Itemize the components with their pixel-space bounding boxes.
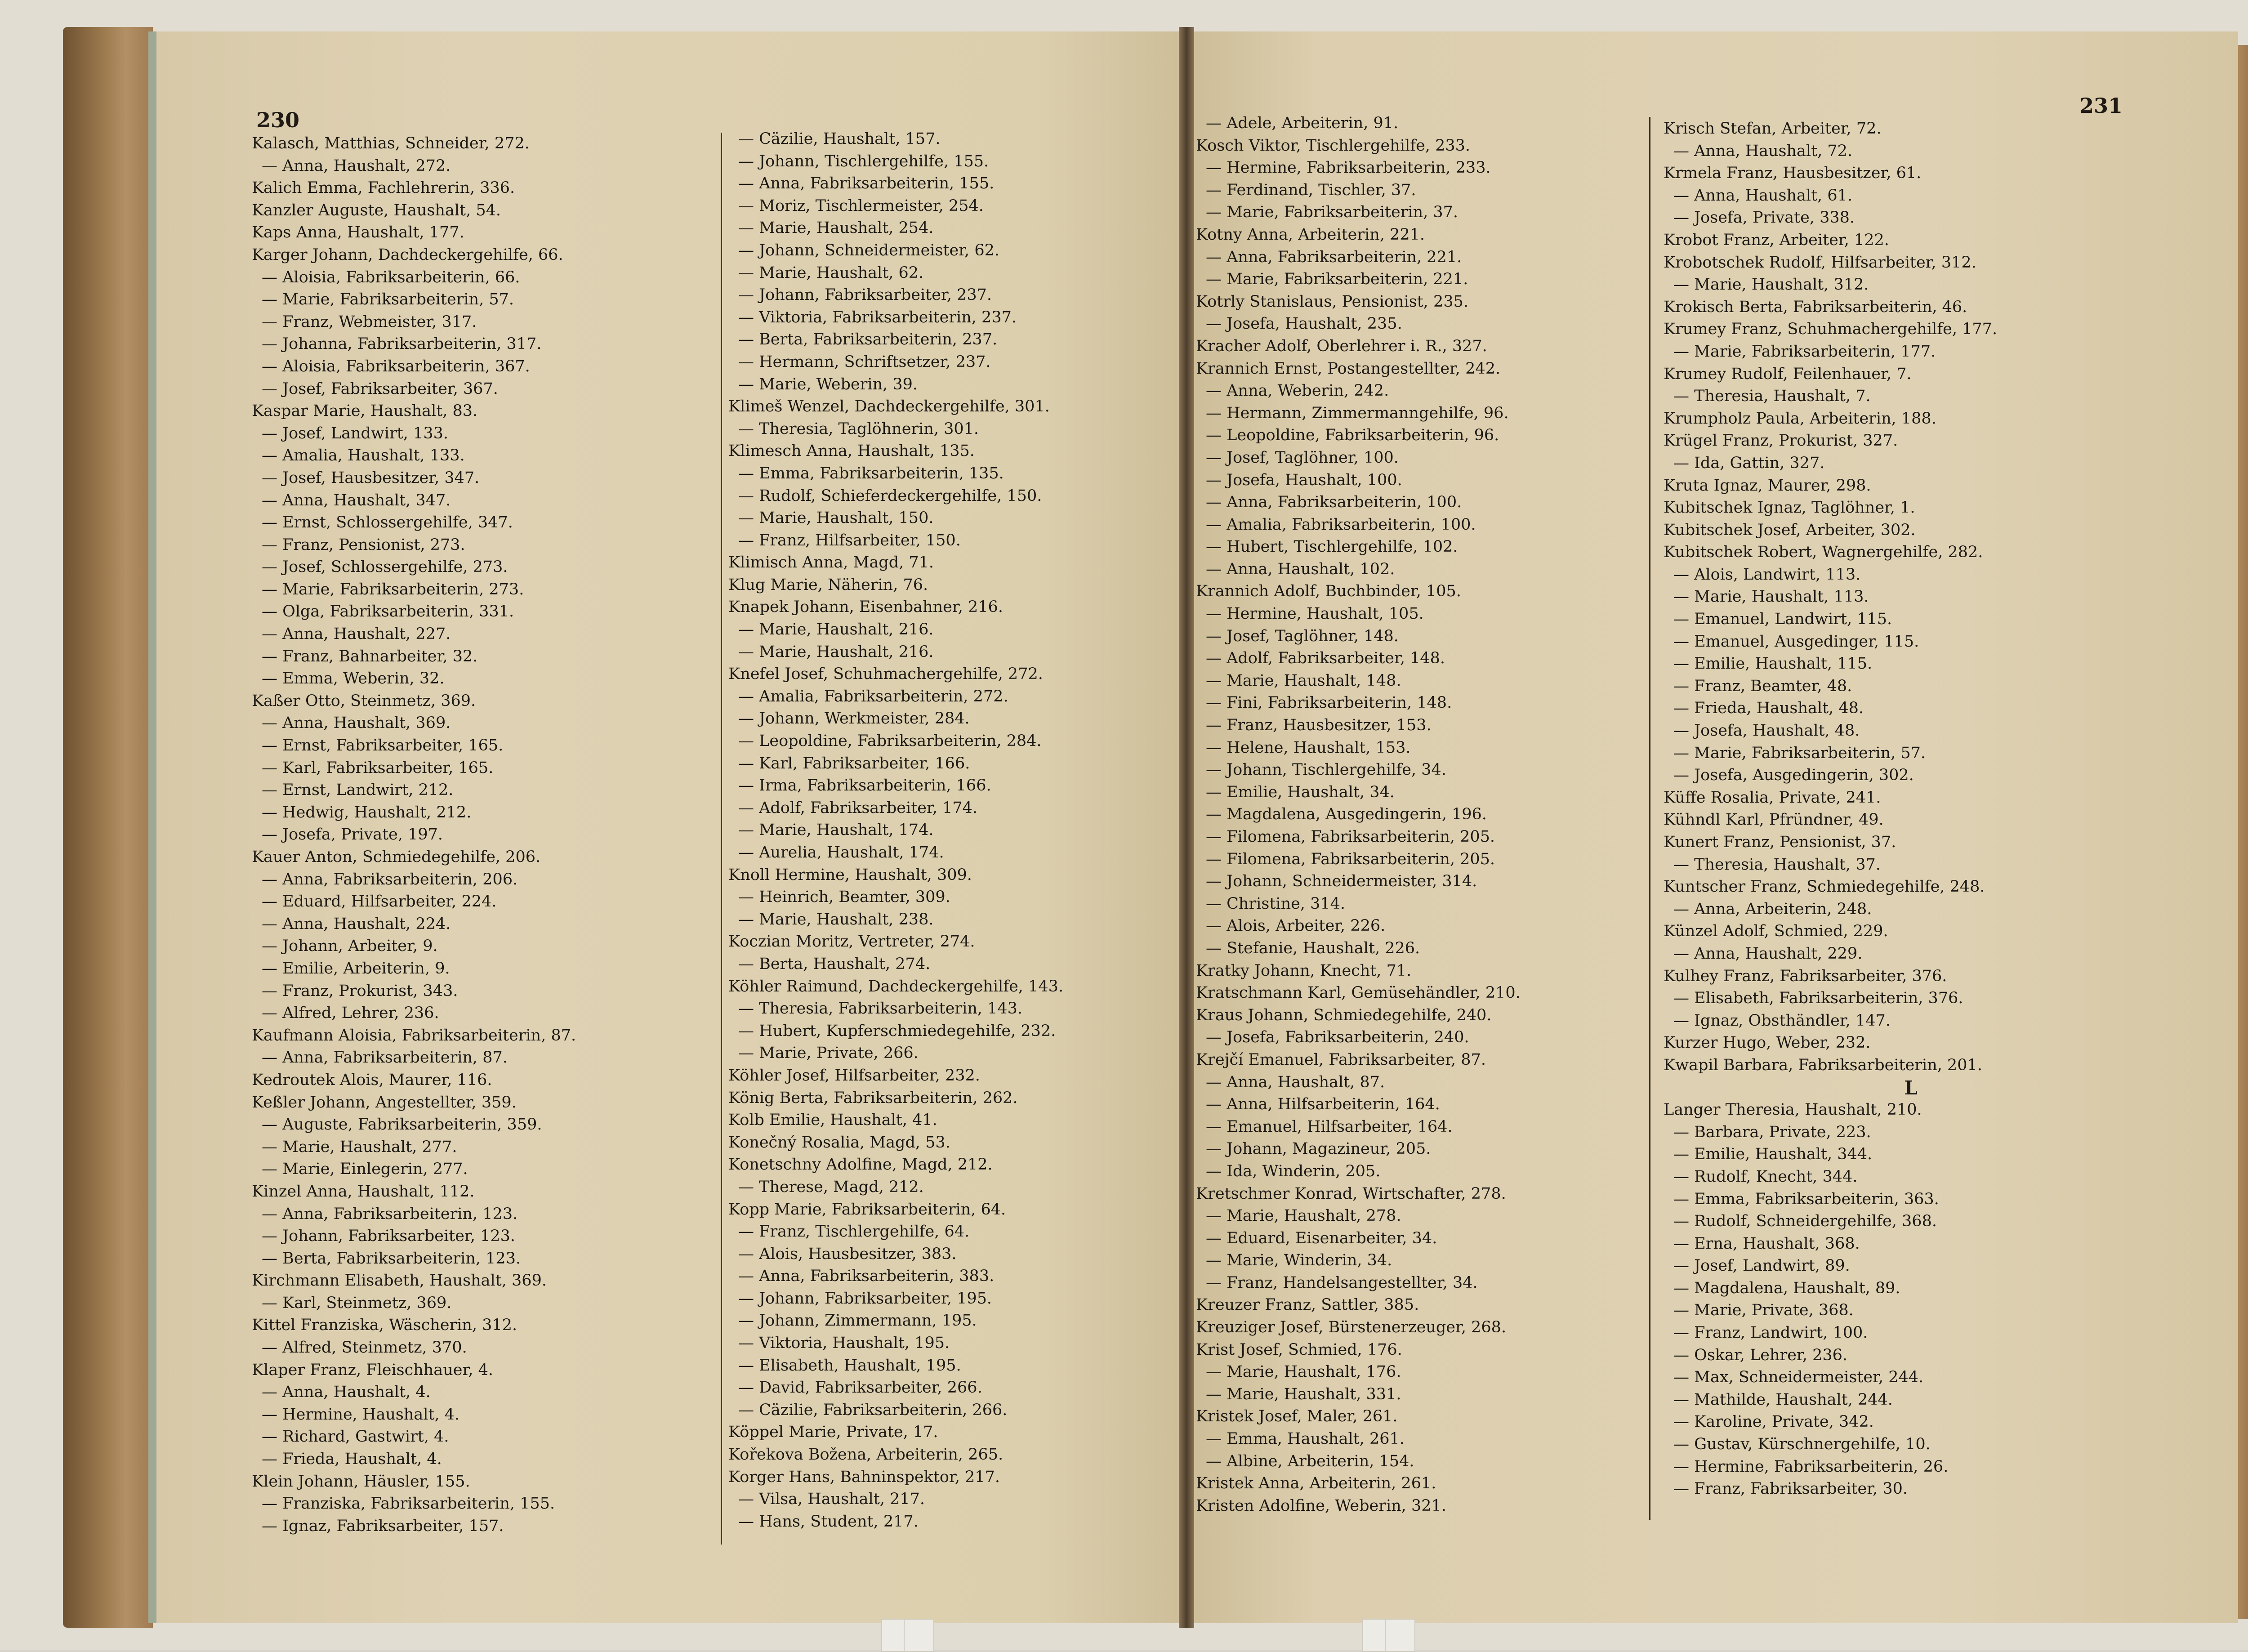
directory-entry: — Christine, 314.	[1206, 894, 1346, 913]
directory-entry: — Eduard, Eisenarbeiter, 34.	[1206, 1229, 1437, 1247]
directory-entry: Kurzer Hugo, Weber, 232.	[1664, 1034, 1871, 1052]
directory-entry: — Emilie, Haushalt, 115.	[1673, 655, 1873, 673]
directory-entry: — Anna, Haushalt, 72.	[1673, 142, 1853, 160]
directory-entry: — Ernst, Landwirt, 212.	[262, 781, 454, 799]
directory-entry: Kraus Johann, Schmiedegehilfe, 240.	[1196, 1006, 1492, 1024]
directory-entry: Klein Johann, Häusler, 155.	[252, 1472, 470, 1491]
left-page-column-1	[252, 133, 724, 1537]
directory-entry: Knefel Josef, Schuhmachergehilfe, 272.	[728, 665, 1043, 683]
directory-entry: — Franz, Handelsangestellter, 34.	[1206, 1273, 1478, 1292]
directory-entry: — Anna, Haushalt, 4.	[262, 1383, 431, 1402]
directory-entry: — Therese, Magd, 212.	[738, 1178, 924, 1196]
directory-entry: Kaßer Otto, Steinmetz, 369.	[252, 692, 476, 710]
directory-entry: — Franz, Hausbesitzer, 153.	[1206, 716, 1432, 735]
directory-entry: — Ignaz, Obsthändler, 147.	[1673, 1011, 1891, 1030]
directory-entry: — Hubert, Kupferschmiedegehilfe, 232.	[738, 1022, 1056, 1040]
directory-entry: — Franz, Pensionist, 273.	[262, 536, 465, 554]
directory-entry: — Amalia, Fabriksarbeiterin, 272.	[738, 687, 1008, 705]
directory-entry: — Franz, Prokurist, 343.	[262, 982, 458, 1000]
directory-entry: Kaps Anna, Haushalt, 177.	[252, 223, 464, 242]
directory-entry: — Alfred, Steinmetz, 370.	[262, 1339, 467, 1357]
directory-entry: — Marie, Weberin, 39.	[738, 375, 918, 393]
directory-entry: Kratschmann Karl, Gemüsehändler, 210.	[1196, 984, 1521, 1002]
directory-entry: — Amalia, Haushalt, 133.	[262, 446, 465, 465]
directory-entry: Kauer Anton, Schmiedegehilfe, 206.	[252, 848, 541, 866]
directory-entry: — Ida, Winderin, 205.	[1206, 1162, 1381, 1180]
directory-entry: — Magdalena, Haushalt, 89.	[1673, 1279, 1900, 1297]
directory-entry: — Marie, Haushalt, 113.	[1673, 588, 1869, 606]
directory-entry: — Johann, Schneidermeister, 62.	[738, 241, 1000, 259]
page-clip-tab	[904, 1619, 934, 1652]
directory-entry: Kubitschek Robert, Wagnergehilfe, 282.	[1664, 543, 1983, 562]
directory-entry: Köppel Marie, Private, 17.	[728, 1423, 938, 1442]
directory-entry: — Karl, Fabriksarbeiter, 166.	[738, 754, 970, 772]
directory-entry: — Alois, Hausbesitzer, 383.	[738, 1245, 957, 1263]
directory-entry: — Berta, Fabriksarbeiterin, 123.	[262, 1249, 521, 1268]
directory-entry: — Theresia, Fabriksarbeiterin, 143.	[738, 1000, 1023, 1018]
directory-entry: Köhler Raimund, Dachdeckergehilfe, 143.	[728, 977, 1064, 996]
directory-entry: Küffe Rosalia, Private, 241.	[1664, 788, 1881, 807]
directory-entry: — Adolf, Fabriksarbeiter, 174.	[738, 799, 978, 817]
directory-entry: — Marie, Haushalt, 150.	[738, 509, 934, 527]
directory-entry: — Filomena, Fabriksarbeiterin, 205.	[1206, 828, 1495, 846]
directory-entry: Kruta Ignaz, Maurer, 298.	[1664, 476, 1871, 495]
directory-entry: Klimesch Anna, Haushalt, 135.	[728, 442, 975, 460]
directory-entry: — Anna, Fabriksarbeiterin, 155.	[738, 174, 995, 193]
directory-entry: — Olga, Fabriksarbeiterin, 331.	[262, 603, 514, 621]
directory-entry: — Emma, Fabriksarbeiterin, 363.	[1673, 1190, 1939, 1208]
directory-entry: — Franz, Tischlergehilfe, 64.	[738, 1223, 970, 1241]
book-edge-right	[2237, 45, 2248, 1619]
directory-entry: — Hans, Student, 217.	[738, 1512, 919, 1531]
directory-entry: — Marie, Haushalt, 254.	[738, 219, 934, 237]
directory-entry: Künzel Adolf, Schmied, 229.	[1664, 922, 1888, 941]
directory-entry: — Anna, Haushalt, 227.	[262, 625, 451, 643]
directory-entry: Kristen Adolfine, Weberin, 321.	[1196, 1496, 1446, 1515]
directory-entry: — Adolf, Fabriksarbeiter, 148.	[1206, 649, 1445, 668]
directory-entry: — Josefa, Private, 197.	[262, 826, 443, 844]
directory-entry: Kaufmann Aloisia, Fabriksarbeiterin, 87.	[252, 1026, 576, 1045]
directory-entry: — Elisabeth, Haushalt, 195.	[738, 1356, 961, 1375]
directory-entry: Kosch Viktor, Tischlergehilfe, 233.	[1196, 136, 1471, 155]
directory-entry: Kořekova Božena, Arbeiterin, 265.	[728, 1446, 1004, 1464]
directory-entry: — Johann, Zimmermann, 195.	[738, 1312, 977, 1330]
column-divider	[721, 133, 722, 1545]
directory-entry: — Emma, Weberin, 32.	[262, 670, 445, 688]
directory-entry: — Emanuel, Landwirt, 115.	[1673, 610, 1892, 629]
directory-entry: — Anna, Haushalt, 61.	[1673, 186, 1853, 205]
directory-entry: — Frieda, Haushalt, 48.	[1673, 699, 1864, 718]
directory-entry: — Johann, Fabriksarbeiter, 195.	[738, 1289, 992, 1308]
directory-entry: — Marie, Haushalt, 176.	[1206, 1363, 1401, 1381]
directory-entry: Kreuziger Josef, Bürstenerzeuger, 268.	[1196, 1318, 1507, 1337]
directory-entry: — Josef, Fabriksarbeiter, 367.	[262, 380, 498, 398]
directory-entry: — Anna, Fabriksarbeiterin, 123.	[262, 1205, 518, 1223]
directory-entry: Kwapil Barbara, Fabriksarbeiterin, 201.	[1664, 1056, 1982, 1074]
directory-entry: Klug Marie, Näherin, 76.	[728, 576, 928, 594]
directory-entry: — Johann, Arbeiter, 9.	[262, 937, 438, 955]
directory-entry: — Johann, Tischlergehilfe, 155.	[738, 152, 989, 170]
directory-entry: Kaspar Marie, Haushalt, 83.	[252, 402, 478, 420]
directory-entry: — Karl, Steinmetz, 369.	[262, 1294, 452, 1312]
page-number-right: 231	[2079, 94, 2123, 118]
directory-entry: — Anna, Fabriksarbeiterin, 383.	[738, 1267, 995, 1286]
directory-entry: Krobot Franz, Arbeiter, 122.	[1664, 231, 1889, 249]
directory-entry: — Johann, Fabriksarbeiter, 123.	[262, 1227, 515, 1246]
directory-entry: — Adele, Arbeiterin, 91.	[1206, 114, 1399, 132]
directory-entry: Krist Josef, Schmied, 176.	[1196, 1340, 1402, 1359]
directory-entry: — Marie, Fabriksarbeiterin, 177.	[1673, 342, 1936, 361]
directory-entry: — Marie, Winderin, 34.	[1206, 1251, 1392, 1270]
directory-entry: — Marie, Haushalt, 216.	[738, 643, 934, 661]
directory-entry: — Theresia, Haushalt, 7.	[1673, 387, 1871, 406]
directory-entry: Krmela Franz, Hausbesitzer, 61.	[1664, 164, 1922, 183]
directory-entry: Koczian Moritz, Vertreter, 274.	[728, 933, 975, 951]
directory-entry: — Johann, Magazineur, 205.	[1206, 1140, 1431, 1158]
directory-entry: Kopp Marie, Fabriksarbeiterin, 64.	[728, 1200, 1006, 1219]
directory-entry: — Albine, Arbeiterin, 154.	[1206, 1452, 1414, 1470]
directory-entry: — Magdalena, Ausgedingerin, 196.	[1206, 805, 1487, 824]
directory-entry: — Marie, Haushalt, 278.	[1206, 1207, 1401, 1225]
directory-entry: — Hermine, Haushalt, 105.	[1206, 605, 1424, 623]
directory-entry: — Hermine, Fabriksarbeiterin, 233.	[1206, 159, 1491, 177]
directory-entry: — Fini, Fabriksarbeiterin, 148.	[1206, 694, 1452, 712]
directory-entry: — Marie, Fabriksarbeiterin, 273.	[262, 580, 524, 598]
directory-entry: — Hermine, Haushalt, 4.	[262, 1405, 460, 1424]
directory-entry: — Johann, Schneidermeister, 314.	[1206, 872, 1477, 891]
right-page-column-2	[1664, 118, 2158, 1500]
directory-entry: — Josefa, Haushalt, 100.	[1206, 471, 1402, 489]
directory-entry: — Marie, Haushalt, 148.	[1206, 671, 1401, 690]
directory-entry: — Rudolf, Schieferdeckergehilfe, 150.	[738, 487, 1042, 505]
directory-entry: Klimisch Anna, Magd, 71.	[728, 554, 934, 572]
directory-entry: — Emilie, Haushalt, 34.	[1206, 783, 1395, 801]
directory-entry: Konečný Rosalia, Magd, 53.	[728, 1133, 950, 1152]
directory-entry: Konetschny Adolfine, Magd, 212.	[728, 1156, 993, 1174]
directory-entry: — Marie, Haushalt, 62.	[738, 263, 924, 282]
directory-entry: Krobotschek Rudolf, Hilfsarbeiter, 312.	[1664, 253, 1976, 272]
directory-entry: Köhler Josef, Hilfsarbeiter, 232.	[728, 1066, 980, 1085]
directory-entry: — Johanna, Fabriksarbeiterin, 317.	[262, 335, 542, 353]
directory-entry: — Anna, Haushalt, 87.	[1206, 1073, 1385, 1091]
directory-entry: — Anna, Haushalt, 347.	[262, 491, 451, 509]
directory-entry: — Anna, Fabriksarbeiterin, 221.	[1206, 248, 1462, 266]
directory-entry: Kalasch, Matthias, Schneider, 272.	[252, 134, 530, 152]
column-divider	[1649, 117, 1650, 1520]
directory-entry: — Josef, Taglöhner, 148.	[1206, 627, 1399, 645]
directory-entry: — Auguste, Fabriksarbeiterin, 359.	[262, 1116, 542, 1134]
directory-entry: Kulhey Franz, Fabriksarbeiter, 376.	[1664, 967, 1947, 985]
directory-entry: — Richard, Gastwirt, 4.	[262, 1428, 449, 1446]
directory-entry: — Marie, Private, 266.	[738, 1044, 919, 1063]
directory-entry: — Anna, Arbeiterin, 248.	[1673, 900, 1872, 918]
directory-entry: Krumey Franz, Schuhmachergehilfe, 177.	[1664, 320, 1998, 339]
directory-entry: — Marie, Haushalt, 331.	[1206, 1385, 1401, 1403]
directory-entry: — Marie, Fabriksarbeiterin, 57.	[1673, 744, 1926, 762]
directory-entry: — Franz, Landwirt, 100.	[1673, 1324, 1868, 1342]
directory-entry: — Emilie, Haushalt, 344.	[1673, 1145, 1873, 1164]
directory-entry: — Josef, Schlossergehilfe, 273.	[262, 558, 508, 576]
directory-entry: — Anna, Haushalt, 102.	[1206, 560, 1395, 578]
directory-entry: — Anna, Fabriksarbeiterin, 206.	[262, 870, 518, 889]
directory-entry: Karger Johann, Dachdeckergehilfe, 66.	[252, 246, 563, 264]
directory-entry: — Anna, Haushalt, 229.	[1673, 944, 1863, 963]
directory-entry: Kirchmann Elisabeth, Haushalt, 369.	[252, 1272, 547, 1290]
directory-entry: — Franz, Beamter, 48.	[1673, 677, 1852, 695]
directory-entry: — Cäzilie, Fabriksarbeiterin, 266.	[738, 1401, 1008, 1419]
directory-entry: — Hubert, Tischlergehilfe, 102.	[1206, 538, 1458, 556]
directory-entry: Kuntscher Franz, Schmiedegehilfe, 248.	[1664, 878, 1985, 896]
directory-entry: — David, Fabriksarbeiter, 266.	[738, 1379, 982, 1397]
directory-entry: — Viktoria, Fabriksarbeiterin, 237.	[738, 308, 1017, 326]
directory-entry: Kittel Franziska, Wäscherin, 312.	[252, 1316, 517, 1335]
book-gutter	[1179, 27, 1194, 1628]
directory-entry: Kratky Johann, Knecht, 71.	[1196, 961, 1412, 980]
directory-entry: — Theresia, Haushalt, 37.	[1673, 855, 1881, 874]
directory-entry: — Franz, Hilfsarbeiter, 150.	[738, 531, 961, 549]
directory-entry: Krannich Ernst, Postangestellter, 242.	[1196, 359, 1501, 378]
directory-entry: — Barbara, Private, 223.	[1673, 1123, 1871, 1141]
directory-entry: — Josef, Landwirt, 89.	[1673, 1257, 1850, 1275]
directory-entry: — Franz, Fabriksarbeiter, 30.	[1673, 1480, 1908, 1498]
page-number-left: 230	[256, 108, 300, 132]
directory-entry: — Josef, Landwirt, 133.	[262, 424, 449, 442]
directory-entry: — Anna, Haushalt, 224.	[262, 915, 451, 933]
directory-entry: — Elisabeth, Fabriksarbeiterin, 376.	[1673, 989, 1963, 1008]
directory-entry: — Ernst, Schlossergehilfe, 347.	[262, 513, 513, 532]
directory-entry: — Stefanie, Haushalt, 226.	[1206, 939, 1420, 957]
directory-entry: — Helene, Haushalt, 153.	[1206, 738, 1411, 757]
directory-entry: — Rudolf, Knecht, 344.	[1673, 1167, 1858, 1186]
directory-entry: — Leopoldine, Fabriksarbeiterin, 96.	[1206, 426, 1499, 445]
directory-entry: — Berta, Haushalt, 274.	[738, 955, 931, 973]
directory-entry: König Berta, Fabriksarbeiterin, 262.	[728, 1089, 1018, 1107]
directory-entry: — Ida, Gattin, 327.	[1673, 454, 1825, 472]
directory-entry: Kanzler Auguste, Haushalt, 54.	[252, 201, 501, 219]
directory-entry: — Franz, Bahnarbeiter, 32.	[262, 647, 478, 665]
right-page-column-1	[1196, 112, 1646, 1517]
directory-entry: — Berta, Fabriksarbeiterin, 237.	[738, 330, 998, 349]
directory-entry: Klaper Franz, Fleischhauer, 4.	[252, 1361, 493, 1379]
directory-entry: — Gustav, Kürschnergehilfe, 10.	[1673, 1435, 1931, 1454]
directory-entry: — Ernst, Fabriksarbeiter, 165.	[262, 737, 504, 755]
directory-entry: — Anna, Weberin, 242.	[1206, 382, 1389, 400]
directory-entry: — Rudolf, Schneidergehilfe, 368.	[1673, 1212, 1937, 1231]
directory-entry: — Heinrich, Beamter, 309.	[738, 888, 950, 906]
directory-entry: — Erna, Haushalt, 368.	[1673, 1234, 1860, 1253]
directory-entry: — Marie, Haushalt, 174.	[738, 821, 934, 839]
directory-entry: — Anna, Haushalt, 272.	[262, 156, 451, 175]
directory-entry: — Max, Schneidermeister, 244.	[1673, 1368, 1924, 1387]
directory-entry: — Emilie, Arbeiterin, 9.	[262, 959, 450, 978]
directory-entry: — Karl, Fabriksarbeiter, 165.	[262, 759, 494, 777]
directory-entry: — Theresia, Taglöhnerin, 301.	[738, 420, 979, 438]
directory-entry: Kretschmer Konrad, Wirtschafter, 278.	[1196, 1184, 1506, 1203]
directory-entry: — Anna, Fabriksarbeiterin, 87.	[262, 1049, 508, 1067]
directory-entry: Krisch Stefan, Arbeiter, 72.	[1664, 120, 1882, 138]
directory-entry: — Anna, Fabriksarbeiterin, 100.	[1206, 493, 1462, 512]
directory-entry: Krejčí Emanuel, Fabriksarbeiter, 87.	[1196, 1050, 1486, 1069]
directory-entry: — Marie, Einlegerin, 277.	[262, 1160, 468, 1179]
directory-entry: — Hermann, Zimmermanngehilfe, 96.	[1206, 404, 1509, 422]
directory-entry: — Emma, Fabriksarbeiterin, 135.	[738, 464, 1004, 482]
directory-entry: — Marie, Fabriksarbeiterin, 57.	[262, 290, 514, 309]
directory-entry: — Ignaz, Fabriksarbeiter, 157.	[262, 1517, 504, 1535]
directory-entry: — Josef, Taglöhner, 100.	[1206, 448, 1399, 467]
directory-entry: Knoll Hermine, Haushalt, 309.	[728, 866, 972, 884]
directory-entry: — Irma, Fabriksarbeiterin, 166.	[738, 777, 991, 795]
directory-entry: Krannich Adolf, Buchbinder, 105.	[1196, 582, 1461, 601]
directory-entry: — Marie, Haushalt, 277.	[262, 1138, 457, 1156]
directory-entry: — Anna, Hilfsarbeiterin, 164.	[1206, 1095, 1440, 1114]
directory-entry: Korger Hans, Bahninspektor, 217.	[728, 1468, 1000, 1486]
directory-entry: — Amalia, Fabriksarbeiterin, 100.	[1206, 515, 1476, 534]
directory-entry: Keßler Johann, Angestellter, 359.	[252, 1093, 517, 1112]
directory-entry: Kunert Franz, Pensionist, 37.	[1664, 833, 1896, 851]
directory-entry: — Oskar, Lehrer, 236.	[1673, 1346, 1847, 1364]
directory-entry: — Filomena, Fabriksarbeiterin, 205.	[1206, 850, 1495, 868]
directory-entry: — Karoline, Private, 342.	[1673, 1413, 1874, 1431]
directory-entry: — Hedwig, Haushalt, 212.	[262, 803, 472, 822]
directory-entry: — Josefa, Fabriksarbeiterin, 240.	[1206, 1028, 1469, 1047]
directory-entry: — Marie, Fabriksarbeiterin, 221.	[1206, 270, 1468, 289]
directory-entry: — Ferdinand, Tischler, 37.	[1206, 181, 1416, 199]
directory-entry: Kalich Emma, Fachlehrerin, 336.	[252, 179, 515, 197]
directory-entry: Krumey Rudolf, Feilenhauer, 7.	[1664, 365, 1912, 383]
directory-entry: — Emanuel, Hilfsarbeiter, 164.	[1206, 1117, 1453, 1136]
directory-entry: — Johann, Fabriksarbeiter, 237.	[738, 286, 992, 304]
directory-entry: Kühndl Karl, Pfründner, 49.	[1664, 811, 1884, 829]
directory-entry: — Marie, Haushalt, 312.	[1673, 276, 1869, 294]
directory-entry: Kubitschek Ignaz, Taglöhner, 1.	[1664, 499, 1915, 517]
directory-entry: — Cäzilie, Haushalt, 157.	[738, 130, 941, 148]
directory-entry: Kreuzer Franz, Sattler, 385.	[1196, 1296, 1419, 1314]
directory-entry: — Josef, Hausbesitzer, 347.	[262, 469, 480, 487]
directory-entry: Krügel Franz, Prokurist, 327.	[1664, 432, 1898, 450]
directory-entry: — Josefa, Haushalt, 48.	[1673, 722, 1860, 740]
directory-entry: — Franziska, Fabriksarbeiterin, 155.	[262, 1495, 555, 1513]
directory-entry: — Josefa, Ausgedingerin, 302.	[1673, 766, 1914, 785]
directory-entry: Kotny Anna, Arbeiterin, 221.	[1196, 225, 1425, 244]
directory-entry: Kolb Emilie, Haushalt, 41.	[728, 1111, 937, 1130]
directory-entry: — Johann, Werkmeister, 284.	[738, 710, 970, 728]
directory-entry: — Viktoria, Haushalt, 195.	[738, 1334, 950, 1353]
directory-entry: — Leopoldine, Fabriksarbeiterin, 284.	[738, 732, 1042, 750]
directory-entry: Kotrly Stanislaus, Pensionist, 235.	[1196, 292, 1468, 311]
directory-entry: Kristek Anna, Arbeiterin, 261.	[1196, 1474, 1436, 1493]
directory-entry: Kinzel Anna, Haushalt, 112.	[252, 1182, 475, 1201]
directory-entry: — Mathilde, Haushalt, 244.	[1673, 1390, 1893, 1409]
directory-entry: Kubitschek Josef, Arbeiter, 302.	[1664, 521, 1916, 539]
directory-entry: — Vilsa, Haushalt, 217.	[738, 1490, 925, 1509]
directory-entry: — Marie, Haushalt, 238.	[738, 910, 934, 929]
directory-entry: Krumpholz Paula, Arbeiterin, 188.	[1664, 409, 1936, 428]
directory-entry: Krokisch Berta, Fabriksarbeiterin, 46.	[1664, 298, 1967, 316]
directory-entry: — Anna, Haushalt, 369.	[262, 714, 451, 732]
directory-entry: Kracher Adolf, Oberlehrer i. R., 327.	[1196, 337, 1487, 355]
directory-entry: — Marie, Haushalt, 216.	[738, 621, 934, 639]
directory-entry: — Josefa, Private, 338.	[1673, 209, 1855, 227]
directory-entry: — Josefa, Haushalt, 235.	[1206, 315, 1402, 333]
directory-entry: — Aurelia, Haushalt, 174.	[738, 844, 944, 862]
directory-entry: Kristek Josef, Maler, 261.	[1196, 1407, 1398, 1426]
directory-entry: Langer Theresia, Haushalt, 210.	[1664, 1101, 1922, 1119]
directory-entry: — Aloisia, Fabriksarbeiterin, 367.	[262, 357, 530, 375]
directory-entry: — Aloisia, Fabriksarbeiterin, 66.	[262, 268, 520, 286]
directory-entry: — Hermine, Fabriksarbeiterin, 26.	[1673, 1457, 1949, 1476]
directory-entry: — Hermann, Schriftsetzer, 237.	[738, 353, 991, 371]
directory-entry: — Emma, Haushalt, 261.	[1206, 1430, 1405, 1448]
directory-entry: Knapek Johann, Eisenbahner, 216.	[728, 598, 1003, 616]
directory-entry: — Emanuel, Ausgedinger, 115.	[1673, 632, 1919, 651]
directory-entry: — Marie, Fabriksarbeiterin, 37.	[1206, 203, 1459, 222]
directory-entry: — Johann, Tischlergehilfe, 34.	[1206, 761, 1446, 779]
left-page-column-2	[728, 128, 1178, 1533]
directory-entry: Klimeš Wenzel, Dachdeckergehilfe, 301.	[728, 397, 1050, 416]
directory-entry: — Alois, Arbeiter, 226.	[1206, 917, 1386, 935]
page-clip-tab	[1385, 1619, 1415, 1652]
directory-entry: — Franz, Webmeister, 317.	[262, 313, 477, 331]
directory-entry: — Marie, Private, 368.	[1673, 1301, 1854, 1320]
directory-entry: Kedroutek Alois, Maurer, 116.	[252, 1071, 492, 1089]
directory-entry: — Moriz, Tischlermeister, 254.	[738, 196, 984, 215]
directory-entry: — Alois, Landwirt, 113.	[1673, 565, 1861, 584]
book-edge-left	[63, 27, 153, 1628]
directory-entry: — Frieda, Haushalt, 4.	[262, 1450, 442, 1469]
directory-entry: — Eduard, Hilfsarbeiter, 224.	[262, 893, 497, 911]
section-letter-heading: L	[1904, 1076, 1918, 1099]
directory-entry: — Alfred, Lehrer, 236.	[262, 1004, 439, 1022]
